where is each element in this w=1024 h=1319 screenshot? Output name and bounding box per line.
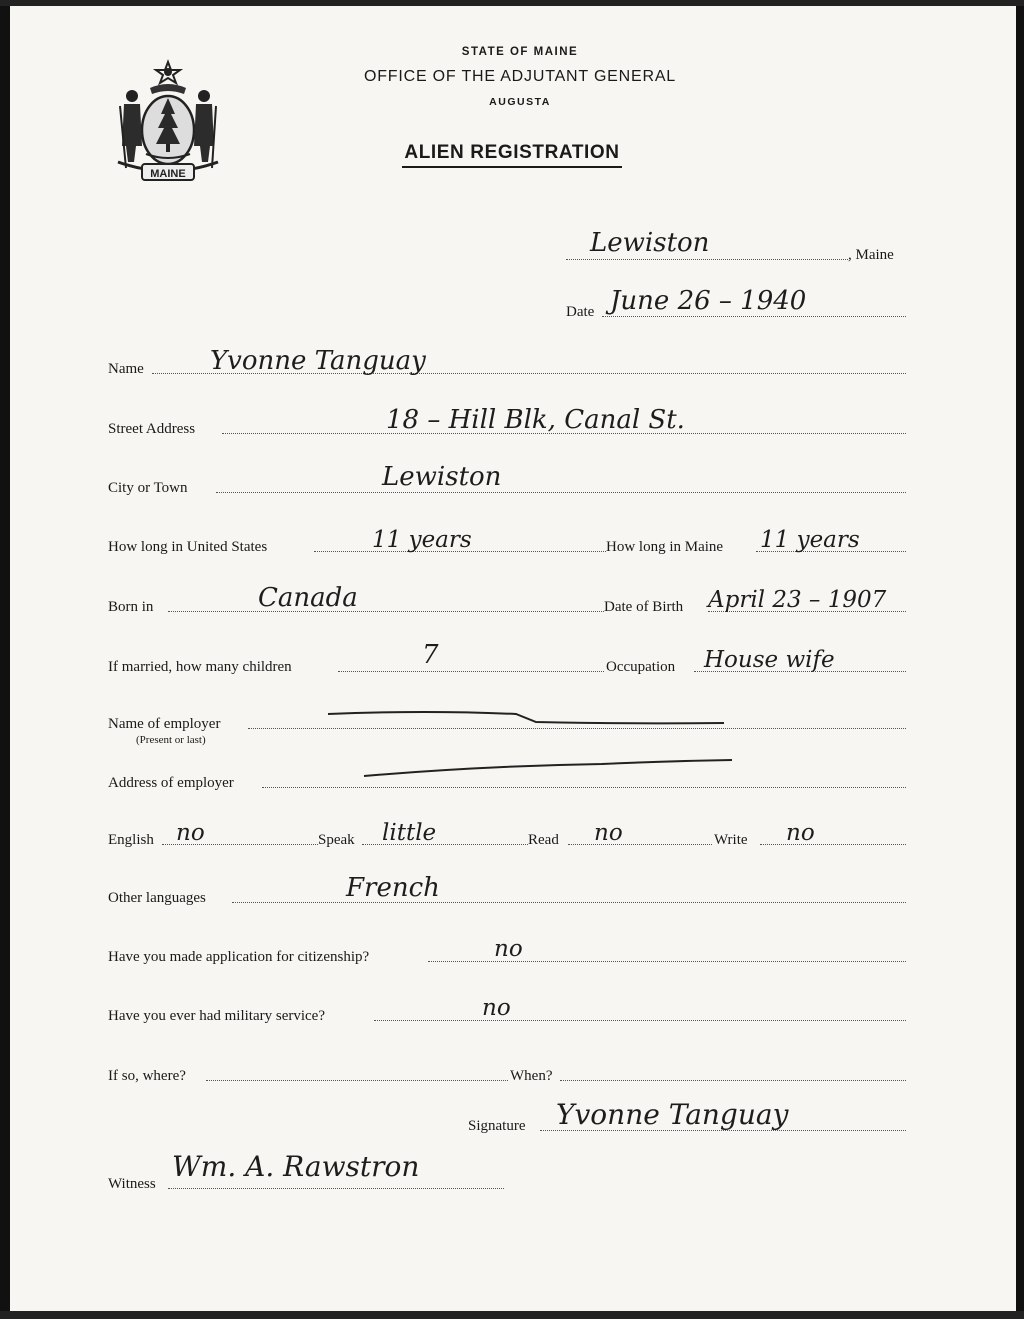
where-line: [206, 1080, 508, 1081]
signature-label: Signature: [468, 1118, 526, 1134]
date-line: [602, 316, 906, 317]
employer-label: Name of employer: [108, 716, 221, 732]
english-value: no: [176, 820, 205, 846]
when-line: [560, 1080, 906, 1081]
write-label: Write: [714, 832, 748, 848]
where-label: If so, where?: [108, 1068, 186, 1084]
when-label: When?: [510, 1068, 553, 1084]
employer-address-label: Address of employer: [108, 775, 234, 791]
seal-text: MAINE: [150, 168, 186, 180]
maine-years-value: 11 years: [760, 527, 860, 553]
military-line: [374, 1020, 906, 1021]
header-office: OFFICE OF THE ADJUTANT GENERAL: [363, 68, 677, 85]
speak-value: little: [382, 820, 437, 846]
english-label: English: [108, 832, 154, 848]
form-title: ALIEN REGISTRATION: [402, 142, 621, 168]
employer-address-dash-stroke: [362, 756, 734, 780]
military-value: no: [482, 995, 511, 1021]
children-value: 7: [422, 640, 439, 670]
street-label: Street Address: [108, 421, 196, 437]
name-value: Yvonne Tanguay: [210, 346, 426, 376]
dob-label: Date of Birth: [604, 599, 684, 615]
city-label: City or Town: [108, 480, 188, 496]
date-label: Date: [566, 304, 595, 320]
read-value: no: [594, 820, 623, 846]
header-city: AUGUSTA: [489, 96, 551, 108]
witness-label: Witness: [108, 1176, 156, 1192]
dob-value: April 23 – 1907: [708, 587, 887, 613]
citizenship-label: Have you made application for citizenship?: [108, 949, 370, 965]
witness-line: [168, 1188, 504, 1189]
write-value: no: [786, 820, 815, 846]
witness-value: Wm. A. Rawstron: [172, 1150, 420, 1183]
other-languages-label: Other languages: [108, 890, 206, 906]
born-line: [168, 611, 604, 612]
place-line: [566, 259, 848, 260]
date-value: June 26 – 1940: [610, 286, 807, 316]
born-label: Born in: [108, 599, 154, 615]
write-line: [760, 844, 906, 845]
other-languages-line: [232, 902, 906, 903]
children-line: [338, 671, 604, 672]
name-label: Name: [108, 361, 144, 377]
employer-line: [248, 728, 906, 729]
occupation-label: Occupation: [606, 659, 676, 675]
us-years-value: 11 years: [372, 527, 472, 553]
city-value: Lewiston: [382, 462, 502, 492]
employer-address-line: [262, 787, 906, 788]
read-label: Read: [528, 832, 559, 848]
scan-edge-left: [0, 0, 10, 1319]
scan-edge-top: [0, 0, 1024, 6]
us-years-label: How long in United States: [108, 539, 268, 555]
read-line: [568, 844, 712, 845]
citizenship-value: no: [494, 936, 523, 962]
place-suffix: , Maine: [848, 247, 894, 263]
born-value: Canada: [258, 583, 358, 613]
scan-edge-bottom: [0, 1311, 1024, 1319]
occupation-value: House wife: [704, 647, 835, 673]
street-value: 18 – Hill Blk, Canal St.: [386, 405, 685, 435]
city-line: [216, 492, 906, 493]
speak-label: Speak: [318, 832, 355, 848]
place-value: Lewiston: [590, 228, 710, 258]
scan-edge-right: [1016, 0, 1024, 1319]
form-title-wrap: [0, 142, 1024, 168]
children-label: If married, how many children: [108, 659, 292, 675]
maine-years-label: How long in Maine: [606, 539, 724, 555]
header-state: STATE OF MAINE: [461, 46, 579, 58]
military-label: Have you ever had military service?: [108, 1008, 325, 1024]
employer-sublabel: (Present or last): [136, 734, 206, 746]
employer-dash-stroke: [326, 708, 726, 728]
signature-value: Yvonne Tanguay: [556, 1098, 789, 1131]
other-languages-value: French: [346, 873, 440, 903]
